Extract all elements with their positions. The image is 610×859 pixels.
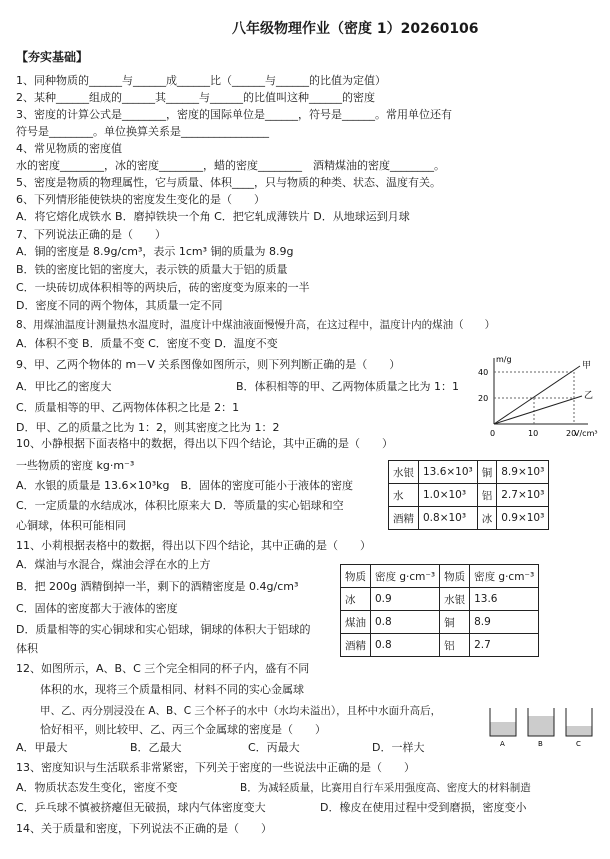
density-table-2 — [340, 564, 539, 657]
table-cell: 13.6 — [470, 588, 539, 611]
q3-cont: 符号是________。单位换算关系是________________ — [16, 125, 269, 138]
q7-a: A．铜的密度是 8.9g/cm³，表示 1cm³ 铜的质量为 8.9g — [16, 245, 294, 258]
q10-cd: C．一定质量的水结成冰，体积比原来大 D．等质量的实心铝球和空 — [16, 499, 344, 512]
q5: 5、密度是物质的物理属性，它与质量、体积____，只与物质的种类、状态、温度有关。 — [16, 176, 441, 189]
table-cell: 铝 — [477, 484, 497, 507]
table-cell: 冰 — [477, 507, 497, 530]
x-tick-label: 0 — [490, 429, 496, 438]
table-cell: 8.9×10³ — [497, 461, 549, 484]
table-cell: 水 — [389, 484, 419, 507]
x-tick-label: 20 — [566, 429, 577, 438]
density-table-1 — [388, 460, 549, 530]
table-cell: 8.9 — [470, 611, 539, 634]
table-cell: 铜 — [440, 611, 470, 634]
series-label: 甲 — [582, 361, 592, 371]
q8-options: A．体积不变 B．质量不变 C．密度不变 D．温度不变 — [16, 337, 278, 350]
table-cell: 煤油 — [341, 611, 371, 634]
q12-line2: 体积的水，现将三个质量相同、材料不同的实心金属球 — [40, 683, 304, 696]
q9: 9、甲、乙两个物体的 m－V 关系图像如图所示，则下列判断正确的是（ ） — [16, 358, 401, 371]
table-cell: 铝 — [440, 634, 470, 657]
q7-c: C．一块砖切成体积相等的两块后，砖的密度变为原来的一半 — [16, 281, 310, 294]
table-cell: 0.9 — [371, 588, 440, 611]
cup-c — [566, 708, 592, 748]
series-yi-line — [494, 396, 582, 424]
table-header: 密度 g·cm⁻³ — [371, 565, 440, 588]
cup-label: B — [538, 740, 543, 748]
q11-d: D．质量相等的实心铜球和实心铝球，铜球的体积大于铝球的 — [16, 623, 311, 636]
q10-d-cont: 心铜球，体积可能相同 — [16, 519, 126, 532]
y-axis-label: m/g — [496, 355, 512, 364]
q12-c: C．丙最大 — [248, 741, 300, 754]
q4: 4、常见物质的密度值 — [16, 142, 122, 155]
table-cell: 水银 — [389, 461, 419, 484]
x-tick-label: 10 — [528, 429, 539, 438]
table-cell: 0.8 — [371, 634, 440, 657]
table-cell: 0.8×10³ — [419, 507, 478, 530]
cup-b — [528, 708, 554, 748]
table-header: 物质 — [440, 565, 470, 588]
water-fill — [529, 716, 554, 736]
cup-a — [490, 708, 516, 748]
cups-figure — [486, 700, 598, 748]
series-label: 乙 — [584, 391, 594, 401]
table-cell: 2.7 — [470, 634, 539, 657]
q6-options: A．将它熔化成铁水 B．磨掉铁块一个角 C．把它轧成薄铁片 D．从地球运到月球 — [16, 210, 410, 223]
table-cell: 酒精 — [341, 634, 371, 657]
q7: 7、下列说法正确的是（ ） — [16, 228, 166, 241]
q12-d: D．一样大 — [372, 741, 425, 754]
cup-label: C — [576, 740, 581, 748]
q7-d: D．密度不同的两个物体，其质量一定不同 — [16, 299, 223, 312]
q12: 12、如图所示，A、B、C 三个完全相同的杯子内，盛有不同 — [16, 662, 310, 675]
q13: 13、密度知识与生活联系非常紧密，下列关于密度的一些说法中正确的是（ ） — [16, 761, 415, 774]
q10: 10、小静根据下面表格中的数据，得出以下四个结论，其中正确的是（ ） — [16, 437, 393, 450]
q13-c: C．乒乓球不慎被挤瘪但无破损，球内气体密度变大 — [16, 801, 266, 814]
table-cell: 13.6×10³ — [419, 461, 478, 484]
table-header: 物质 — [341, 565, 371, 588]
q11-b: B．把 200g 酒精倒掉一半，剩下的酒精密度是 0.4g/cm³ — [16, 580, 299, 593]
x-axis-label: V/cm³ — [574, 429, 598, 438]
q13-b: B．为减轻质量，比赛用自行车采用强度高、密度大的材料制造 — [240, 782, 531, 794]
water-fill — [567, 726, 592, 736]
table-cell: 2.7×10³ — [497, 484, 549, 507]
q9-d: D．甲、乙的质量之比为 1：2，则其密度之比为 1：2 — [16, 421, 280, 434]
q6: 6、下列情形能使铁块的密度发生变化的是（ ） — [16, 193, 265, 206]
table-cell: 1.0×10³ — [419, 484, 478, 507]
q10-ab: A．水银的质量是 13.6×10³kg B．固体的密度可能小于液体的密度 — [16, 479, 354, 492]
q9-a: A．甲比乙的密度大 — [16, 380, 112, 393]
q12-line3: 甲、乙、丙分别浸没在 A、B、C 三个杯子的水中（水均未溢出），且杯中水面升高后， — [40, 705, 442, 717]
q7-b: B．铁的密度比铝的密度大，表示铁的质量大于铝的质量 — [16, 263, 288, 276]
q2: 2、某种______组成的______其______与______的比值叫这种______的密度 — [16, 91, 375, 104]
q4-cont: 水的密度________，冰的密度________，蜡的密度________ 酒精煤油的密度________。 — [16, 159, 445, 172]
table-cell: 冰 — [341, 588, 371, 611]
q13-a: A．物质状态发生变化，密度不变 — [16, 781, 178, 794]
table-cell: 铜 — [477, 461, 497, 484]
q11-a: A．煤油与水混合，煤油会浮在水的上方 — [16, 558, 211, 571]
series-jia-line — [494, 366, 580, 424]
q9-c: C．质量相等的甲、乙两物体体积之比是 2：1 — [16, 401, 240, 414]
y-tick-label: 20 — [478, 394, 489, 403]
q12-b: B．乙最大 — [130, 741, 182, 754]
q12-a: A．甲最大 — [16, 741, 68, 754]
q11-d-cont: 体积 — [16, 642, 38, 655]
q3: 3、密度的计算公式是________，密度的国际单位是______，符号是______。常用单位还有 — [16, 108, 452, 121]
q9-b: B．体积相等的甲、乙两物体质量之比为 1：1 — [236, 380, 460, 393]
table-cell: 酒精 — [389, 507, 419, 530]
table-header: 密度 g·cm⁻³ — [470, 565, 539, 588]
section-heading: 【夯实基础】 — [16, 50, 89, 64]
q11: 11、小莉根据表格中的数据，得出以下四个结论，其中正确的是（ ） — [16, 539, 371, 552]
q12-line4: 恰好相平，则比较甲、乙、丙三个金属球的密度是（ ） — [40, 723, 326, 736]
table1-caption: 一些物质的密度 kg·m⁻³ — [16, 459, 135, 472]
q11-c: C．固体的密度都大于液体的密度 — [16, 602, 178, 615]
table-cell: 水银 — [440, 588, 470, 611]
q1: 1、同种物质的______与______成______比（______与______的比值为定值） — [16, 74, 386, 87]
q14: 14、关于质量和密度，下列说法不正确的是（ ） — [16, 822, 272, 835]
table-cell: 0.8 — [371, 611, 440, 634]
y-tick-label: 40 — [478, 368, 489, 377]
water-fill — [491, 722, 516, 736]
mass-volume-graph — [470, 354, 600, 440]
table-cell: 0.9×10³ — [497, 507, 549, 530]
q13-d: D．橡皮在使用过程中受到磨损，密度变小 — [320, 801, 527, 814]
cup-label: A — [500, 740, 505, 748]
q8: 8、用煤油温度计测量热水温度时，温度计中煤油液面慢慢升高，在这过程中，温度计内的煤油（ ） — [16, 319, 496, 331]
page-title: 八年级物理作业（密度 1）20260106 — [232, 21, 479, 37]
